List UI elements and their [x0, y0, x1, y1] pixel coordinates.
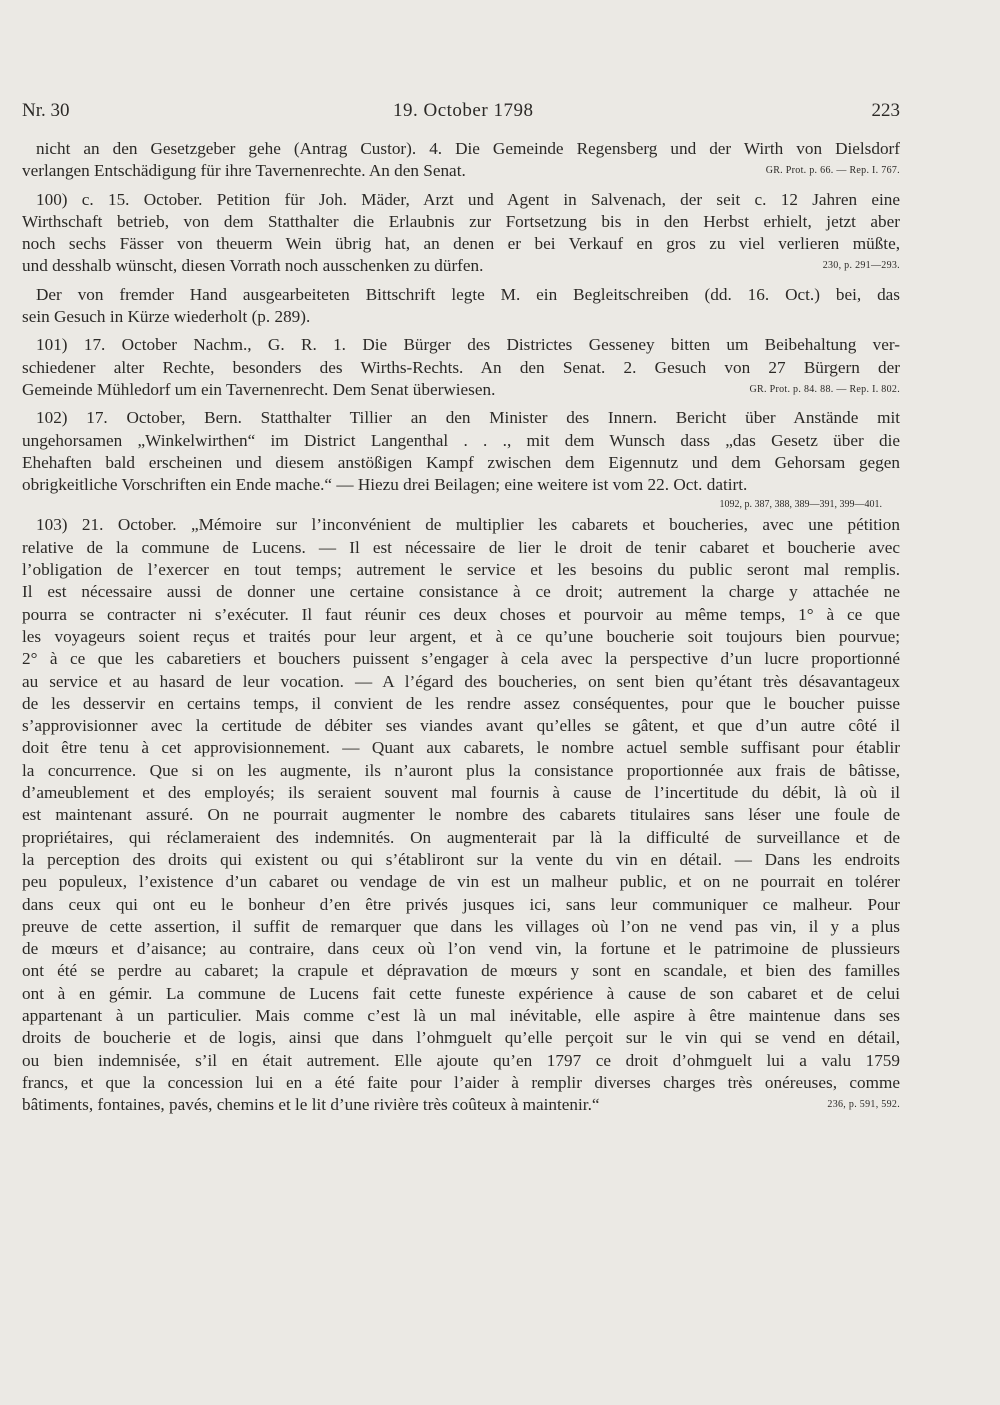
text-line: [22, 782, 900, 804]
line-text: preuve de cette assertion, il suffit de remarquer que dans les villages où l’on ne vend pas vin, il y a plus: [22, 916, 900, 936]
line-text: s’approvisionner avec la certitude de débiter ses viandes avant qu’elles se gâtent, et que d’un autre côté il: [22, 716, 900, 736]
line-text: Ehehaften bald erscheinen und diesem anstößigen Kampf zwischen dem Eigennutz und dem Gehorsam gegen: [22, 452, 900, 472]
line-text: propriétaires, qui réclameraient des indemnités. On augmenterait par là la difficulté de surveillance et de: [22, 827, 900, 847]
line-text: 2° à ce que les cabaretiers et bouchers puissent s’engager à cela avec la perspective d’un lucre proportionné: [22, 649, 900, 669]
line-text: ont été se perdre au cabaret; la crapule et dépravation de mœurs y sont en scandale, et bien des familles: [22, 961, 900, 981]
text-line: [22, 871, 900, 893]
text-line: [22, 960, 900, 982]
line-text: 100) c. 15. October. Petition für Joh. Mäder, Arzt und Agent in Salvenach, der seit c. 12 Jahren eine: [36, 189, 900, 209]
text-line: [22, 804, 900, 826]
line-text: nicht an den Gesetzgeber gehe (Antrag Custor). 4. Die Gemeinde Regensberg und der Wirth von Dielsdorf: [36, 139, 900, 158]
text-line: [22, 581, 900, 603]
source-reference: 1092, p. 387, 388, 389—391, 399—401.: [719, 499, 882, 511]
text-line: [22, 671, 900, 693]
line-text: peu populeux, l’existence d’un cabaret ou vendage de vin est un malheur public, et on ne pourrait en tolérer: [22, 872, 900, 892]
source-reference: 236, p. 591, 592.: [827, 1099, 900, 1111]
line-text: de mœurs et d’aisance; au contraire, dans ceux où l’on vend vin, la fortune et le patrimoine de plussieurs: [22, 939, 900, 959]
line-text: l’obligation de l’exercer en tout temps; autrement le service et les besoins du public seront mal remplis.: [22, 560, 900, 580]
entry: [22, 514, 900, 1116]
entry: [22, 189, 900, 278]
text-line: [22, 357, 900, 379]
line-text: 102) 17. October, Bern. Statthalter Tillier an den Minister des Innern. Bericht über Anstände mit: [36, 408, 900, 428]
text-line: [22, 715, 900, 737]
text-line: [22, 379, 900, 401]
text-line: [22, 138, 900, 160]
text-line: [22, 693, 900, 715]
entry: [22, 407, 900, 514]
line-text: la concurrence. Que si on les augmente, ils n’auront plus la consistance proportionnée aux frais de bâtisse,: [22, 760, 900, 780]
text-line: [22, 1072, 900, 1094]
text-line: [22, 1050, 900, 1072]
line-text: la perception des droits qui existent ou qui s’établiront sur la vente du vin en détail. — Dans les endroits: [22, 849, 900, 869]
document-number: Nr. 30: [22, 100, 70, 121]
text-line: [22, 626, 900, 648]
line-text: 103) 21. October. „Mémoire sur l’inconvénient de multiplier les cabarets et boucheries, avec une pétition: [36, 515, 900, 535]
text-line: [22, 407, 900, 429]
text-line: [22, 537, 900, 559]
line-text: verlangen Entschädigung für ihre Tavernenrechte. An den Senat.: [22, 161, 466, 181]
line-text: Der von fremder Hand ausgearbeiteten Bittschrift legte M. ein Begleitschreiben (dd. 16. Oct.) bei, das: [36, 284, 900, 304]
text-line: [22, 894, 900, 916]
text-line: [22, 430, 900, 452]
text-line: [22, 849, 900, 871]
text-line: [22, 1094, 900, 1116]
line-text: doit être tenu à cet approvisionnement. — Quant aux cabarets, le nombre actuel semble suffisant pour établir: [22, 738, 900, 758]
line-text: noch sechs Fässer von theuerm Wein übrig hat, an denen er bei Verkauf en gros zu viel verlieren müßte,: [22, 234, 900, 254]
line-text: und desshalb wünscht, diesen Vorrath noch ausschenken zu dürfen.: [22, 256, 484, 276]
line-text: relative de la commune de Lucens. — Il est nécessaire de lier le droit de tenir cabaret et boucherie avec: [22, 537, 900, 557]
line-text: sein Gesuch in Kürze wiederholt (p. 289).: [22, 307, 311, 327]
text-line: [22, 648, 900, 670]
line-text: 101) 17. October Nachm., G. R. 1. Die Bürger des Districtes Gesseney bitten um Beibehaltung ver-: [36, 335, 900, 355]
line-text: au service et au hasard de leur vocation. — A l’égard des boucheries, on sent bien qu’étant très désavantageux: [22, 671, 900, 691]
entry: [22, 334, 900, 401]
line-text: est maintenant assuré. On ne pourrait augmenter le nombre des cabarets titulaires sans léser une foule de: [22, 805, 900, 825]
line-text: pourra se contracter ni s’exécuter. Il faut réunir ces deux choses et pourvoir au même temps, 1° à ce que: [22, 604, 900, 624]
source-reference: GR. Prot. p. 84. 88. — Rep. I. 802.: [749, 383, 900, 395]
line-text: de les desservir en certains temps, il convient de les rendre assez conséquentes, pour que le boucher puisse: [22, 693, 900, 713]
line-text: schiedener alter Rechte, besonders des Wirths-Rechts. An den Senat. 2. Gesuch von 27 Bürgern der: [22, 357, 900, 377]
entry: [22, 138, 900, 183]
text-line: [22, 514, 900, 536]
text-line: [22, 160, 900, 182]
line-text: obrigkeitliche Vorschriften ein Ende mache.“ — Hiezu drei Beilagen; eine weitere ist vom 22. Oct. datirt.: [22, 475, 748, 495]
text-line: [22, 255, 900, 277]
text-line: [22, 1027, 900, 1049]
text-line: [22, 827, 900, 849]
line-text: droits de boucherie et de logis, ainsi que dans l’ohmguelt qu’elle perçoit sur le vin qui se vend en détail,: [22, 1028, 900, 1048]
text-line: [22, 334, 900, 356]
text-line: [22, 737, 900, 759]
line-text: bâtiments, fontaines, pavés, chemins et le lit d’une rivière très coûteux à maintenir.“: [22, 1095, 600, 1115]
document-body: [22, 138, 900, 1116]
page-number: 223: [871, 100, 900, 121]
text-line: [22, 1005, 900, 1027]
line-text: ont à en gémir. La commune de Lucens fait cette funeste expérience à cause de son cabaret et de celui: [22, 983, 900, 1003]
line-text: ou bien indemnisée, s’il en était autrement. Elle ajoute qu’en 1797 ce droit d’ohmguelt lui a valu 1759: [22, 1050, 900, 1070]
line-text: francs, et que la concession lui en a été faite pour l’aider à remplir diverses charges très onéreuses, comme: [22, 1072, 900, 1092]
line-text: Gemeinde Mühledorf um ein Tavernenrecht. Dem Senat überwiesen.: [22, 379, 496, 399]
header-date: 19. October 1798: [393, 100, 534, 121]
text-line: [22, 284, 900, 306]
line-text: Il est nécessaire aussi de donner une certaine consistance à ce droit; autrement la charge y attachée ne: [22, 582, 900, 602]
text-line: [22, 938, 900, 960]
text-line: [22, 189, 900, 211]
text-line: [22, 211, 900, 233]
line-text: les voyageurs soient reçus et traités pour leur argent, et à ce qu’une boucherie soit toujours bien pourvue;: [22, 626, 900, 646]
text-line: [22, 604, 900, 626]
entry: [22, 284, 900, 329]
line-text: ungehorsamen „Winkelwirthen“ im District Langenthal . . ., mit dem Wunsch dass „das Gesetz über die: [22, 430, 900, 450]
source-reference: GR. Prot. p. 66. — Rep. I. 767.: [765, 165, 900, 177]
source-reference: 230, p. 291—293.: [822, 260, 900, 272]
text-line: [22, 916, 900, 938]
line-text: d’ameublement et des employés; ils seraient souvent mal fournis à cause de l’incertitude du débit, là où il: [22, 783, 900, 803]
text-line: [22, 559, 900, 581]
text-line: [22, 452, 900, 474]
text-line: [22, 306, 900, 328]
text-line: [22, 474, 900, 496]
line-text: Wirthschaft betrieb, von dem Statthalter die Erlaubnis zur Fortsetzung bis in den Herbst erhielt, jetzt aber: [22, 211, 900, 231]
text-line: [22, 983, 900, 1005]
text-line: [22, 760, 900, 782]
line-text: appartenant à un particulier. Mais comme c’est là un mal inévitable, elle aspire à être maintenue dans ses: [22, 1005, 900, 1025]
line-text: dans ceux qui ont eu le bonheur d’en être privés jusques ici, sans leur communiquer ce malheur. Pour: [22, 894, 900, 914]
page-header: [22, 100, 900, 126]
text-line: [22, 233, 900, 255]
